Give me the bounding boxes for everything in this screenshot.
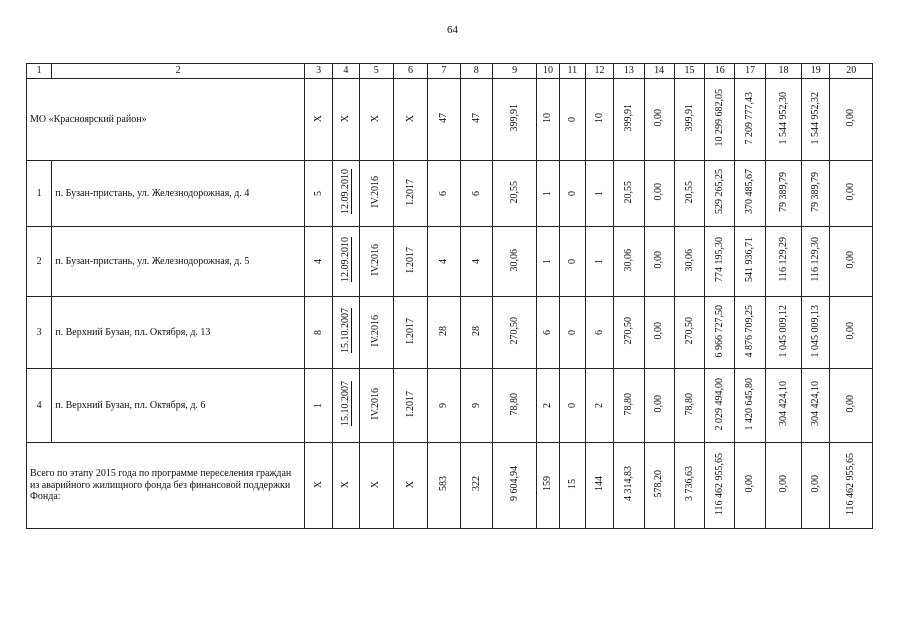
region-row: [27, 79, 873, 161]
column-number: 9: [492, 64, 536, 79]
cell-value: 9: [438, 402, 450, 408]
cell-value: 304 424,10: [810, 381, 822, 427]
table-cell: [359, 161, 393, 227]
table-cell: [614, 369, 644, 443]
cell-value: 78,80: [508, 392, 520, 415]
table-cell: [830, 79, 873, 161]
table-cell: [393, 297, 427, 369]
table-cell: [537, 443, 559, 529]
table-cell: [802, 297, 830, 369]
table-cell: [559, 79, 585, 161]
cell-value: 0,00: [845, 251, 857, 269]
cell-value: 0: [566, 116, 578, 122]
cell-value: 78,80: [683, 392, 695, 415]
table-cell: [705, 369, 735, 443]
cell-value: 159: [542, 476, 554, 492]
cell-value: 30,06: [508, 248, 520, 271]
cell-value: 2: [593, 402, 605, 408]
table-cell: [585, 369, 613, 443]
cell-value: 10: [593, 112, 605, 123]
table-cell: [735, 161, 765, 227]
row-address: п. Бузан-пристань, ул. Железнодорожная, д. 4: [52, 161, 305, 227]
table-cell: [428, 227, 460, 297]
cell-value: 0,00: [845, 109, 857, 127]
cell-value: 0,00: [653, 322, 665, 340]
column-number: 6: [393, 64, 427, 79]
table-cell: [614, 227, 644, 297]
table-cell: [304, 297, 332, 369]
cell-value: 9: [470, 402, 482, 408]
cell-value: 322: [470, 476, 482, 492]
table-cell: [674, 227, 704, 297]
table-cell: [333, 297, 359, 369]
table-cell: [765, 369, 801, 443]
table-cell: [359, 369, 393, 443]
row-address: п. Верхний Бузан, пл. Октября, д. 13: [52, 297, 305, 369]
cell-value: 583: [438, 476, 450, 492]
table-cell: [492, 443, 536, 529]
cell-value: 1 544 952,32: [810, 91, 822, 144]
cell-value: 1: [542, 258, 554, 264]
table-cell: [765, 227, 801, 297]
cell-value: 0,00: [744, 475, 756, 493]
cell-value: IV.2016: [370, 387, 382, 420]
cell-value: 0,00: [845, 395, 857, 413]
cell-value: 529 265,25: [714, 169, 726, 215]
table-cell: [705, 227, 735, 297]
table-cell: [428, 297, 460, 369]
cell-value: 0,00: [653, 251, 665, 269]
table-cell: [428, 369, 460, 443]
table-row: [27, 369, 873, 443]
row-address: п. Бузан-пристань, ул. Железнодорожная, д. 5: [52, 227, 305, 297]
cell-value: 20,55: [623, 180, 635, 203]
cell-value: 4 876 709,25: [744, 304, 756, 357]
table-cell: [614, 297, 644, 369]
table-cell: [765, 297, 801, 369]
table-cell: [802, 227, 830, 297]
cell-value: 270,50: [623, 317, 635, 345]
table-cell: [333, 227, 359, 297]
cell-value: 541 936,71: [744, 237, 756, 283]
cell-value: 15.10.2007: [340, 308, 352, 354]
table-cell: [333, 443, 359, 529]
region-name: МО «Красноярский район»: [27, 79, 305, 161]
table-cell: [735, 79, 765, 161]
cell-value: 0: [566, 258, 578, 264]
cell-value: 28: [470, 325, 482, 336]
table-cell: [559, 161, 585, 227]
row-number: 1: [27, 161, 52, 227]
table-cell: [705, 443, 735, 529]
table-cell: [585, 227, 613, 297]
table-cell: [644, 369, 674, 443]
table-cell: [428, 79, 460, 161]
cell-value: Х: [404, 114, 416, 122]
table-cell: [830, 297, 873, 369]
table-cell: [830, 227, 873, 297]
table-cell: [460, 443, 492, 529]
table-cell: [537, 227, 559, 297]
table-cell: [393, 227, 427, 297]
table-cell: [585, 161, 613, 227]
cell-value: 30,06: [683, 248, 695, 271]
table-row: [27, 297, 873, 369]
cell-value: 10 299 682,05: [714, 89, 726, 147]
table-cell: [537, 161, 559, 227]
row-number: 3: [27, 297, 52, 369]
table-cell: [304, 79, 332, 161]
table-cell: [802, 443, 830, 529]
table-cell: [537, 79, 559, 161]
table-cell: [735, 369, 765, 443]
cell-value: 5: [312, 190, 324, 196]
cell-value: Х: [312, 114, 324, 122]
cell-value: 20,55: [508, 180, 520, 203]
column-number-row: [27, 64, 873, 79]
table-cell: [304, 369, 332, 443]
table-cell: [428, 161, 460, 227]
table-cell: [393, 161, 427, 227]
table-cell: [765, 443, 801, 529]
column-number: 16: [705, 64, 735, 79]
cell-value: 8: [312, 329, 324, 335]
table-row: [27, 161, 873, 227]
cell-value: 12.09.2010: [340, 237, 352, 283]
cell-value: 30,06: [623, 248, 635, 271]
cell-value: Х: [312, 480, 324, 488]
cell-value: Х: [340, 114, 352, 122]
table-cell: [802, 161, 830, 227]
cell-value: IV.2016: [370, 243, 382, 276]
cell-value: 2: [542, 402, 554, 408]
table-cell: [359, 297, 393, 369]
table-cell: [705, 297, 735, 369]
cell-value: 6: [542, 329, 554, 335]
column-number: 10: [537, 64, 559, 79]
table-cell: [674, 161, 704, 227]
cell-value: 270,50: [683, 317, 695, 345]
column-number: 18: [765, 64, 801, 79]
table-cell: [559, 297, 585, 369]
cell-value: 1: [593, 190, 605, 196]
cell-value: IV.2016: [370, 175, 382, 208]
table-cell: [393, 79, 427, 161]
table-row: [27, 227, 873, 297]
column-number: 7: [428, 64, 460, 79]
cell-value: 0,00: [653, 109, 665, 127]
cell-value: 4: [438, 258, 450, 264]
table-cell: [830, 443, 873, 529]
cell-value: 399,91: [623, 104, 635, 132]
cell-value: 6: [593, 329, 605, 335]
table-cell: [359, 79, 393, 161]
cell-value: 1: [312, 402, 324, 408]
table-cell: [644, 227, 674, 297]
cell-value: 1: [542, 190, 554, 196]
cell-value: 0,00: [845, 183, 857, 201]
cell-value: 578,20: [653, 470, 665, 498]
cell-value: 116 462 955,65: [714, 452, 726, 515]
column-number: 2: [52, 64, 305, 79]
cell-value: 270,50: [508, 317, 520, 345]
table-cell: [674, 79, 704, 161]
table-cell: [460, 79, 492, 161]
table-cell: [674, 369, 704, 443]
cell-value: 9 604,94: [508, 466, 520, 502]
cell-value: 1 420 645,80: [744, 377, 756, 430]
table-cell: [460, 161, 492, 227]
column-number: 4: [333, 64, 359, 79]
column-number: 17: [735, 64, 765, 79]
cell-value: I.2017: [404, 178, 416, 205]
table-cell: [492, 297, 536, 369]
cell-value: 370 485,67: [744, 169, 756, 215]
table-cell: [614, 161, 644, 227]
cell-value: 144: [593, 476, 605, 492]
table-cell: [304, 443, 332, 529]
column-number: 20: [830, 64, 873, 79]
table-cell: [585, 79, 613, 161]
table-cell: [333, 79, 359, 161]
column-number: 1: [27, 64, 52, 79]
cell-value: 0: [566, 329, 578, 335]
column-number: 8: [460, 64, 492, 79]
table-cell: [735, 297, 765, 369]
cell-value: 78,80: [623, 392, 635, 415]
cell-value: 2 029 494,00: [714, 377, 726, 430]
cell-value: 6: [438, 190, 450, 196]
cell-value: 1 045 009,13: [810, 304, 822, 357]
cell-value: 399,91: [508, 104, 520, 132]
cell-value: 10: [542, 112, 554, 123]
column-number: 13: [614, 64, 644, 79]
column-number: 14: [644, 64, 674, 79]
table-cell: [802, 79, 830, 161]
cell-value: 1 544 952,30: [777, 91, 789, 144]
column-number: 12: [585, 64, 613, 79]
cell-value: 0,00: [653, 395, 665, 413]
table-cell: [559, 227, 585, 297]
table-cell: [674, 297, 704, 369]
table-cell: [705, 161, 735, 227]
table-cell: [537, 369, 559, 443]
cell-value: 12.09.2010: [340, 169, 352, 215]
cell-value: 4 314,83: [623, 466, 635, 502]
table-cell: [460, 297, 492, 369]
cell-value: I.2017: [404, 246, 416, 273]
table-cell: [333, 161, 359, 227]
cell-value: Х: [340, 480, 352, 488]
table-cell: [359, 227, 393, 297]
cell-value: IV.2016: [370, 314, 382, 347]
cell-value: 3 736,63: [683, 466, 695, 502]
table-cell: [460, 369, 492, 443]
row-number: 4: [27, 369, 52, 443]
cell-value: 7 209 777,43: [744, 91, 756, 144]
column-number: 11: [559, 64, 585, 79]
column-number: 19: [802, 64, 830, 79]
cell-value: 0,00: [810, 475, 822, 493]
cell-value: 0: [566, 402, 578, 408]
table-cell: [460, 227, 492, 297]
table-cell: [644, 443, 674, 529]
table-cell: [304, 161, 332, 227]
cell-value: 4: [312, 258, 324, 264]
table-cell: [830, 161, 873, 227]
table-cell: [333, 369, 359, 443]
table-cell: [559, 443, 585, 529]
table-cell: [492, 79, 536, 161]
table-cell: [304, 227, 332, 297]
table-cell: [614, 79, 644, 161]
table-cell: [393, 369, 427, 443]
cell-value: 1 045 009,12: [777, 304, 789, 357]
cell-value: 15: [566, 478, 578, 489]
cell-value: 79 389,79: [777, 171, 789, 212]
cell-value: 399,91: [683, 104, 695, 132]
total-label: Всего по этапу 2015 года по программе переселения граждан из аварийного жилищного фонда без финансовой поддержки Фонда:: [27, 443, 305, 529]
total-row: [27, 443, 873, 529]
table-cell: [585, 297, 613, 369]
table-cell: [492, 161, 536, 227]
table-cell: [674, 443, 704, 529]
table-cell: [765, 161, 801, 227]
table-cell: [830, 369, 873, 443]
table-cell: [644, 79, 674, 161]
table-cell: [492, 369, 536, 443]
table-cell: [393, 443, 427, 529]
cell-value: 116 462 955,65: [845, 452, 857, 515]
cell-value: 116 129,30: [810, 237, 822, 283]
table-cell: [492, 227, 536, 297]
row-number: 2: [27, 227, 52, 297]
cell-value: 116 129,29: [777, 237, 789, 283]
table-cell: [428, 443, 460, 529]
cell-value: 28: [438, 325, 450, 336]
cell-value: 0,00: [653, 183, 665, 201]
table-cell: [537, 297, 559, 369]
column-number: 5: [359, 64, 393, 79]
table-cell: [644, 161, 674, 227]
table-cell: [614, 443, 644, 529]
cell-value: Х: [404, 480, 416, 488]
cell-value: 774 195,30: [714, 237, 726, 283]
cell-value: I.2017: [404, 317, 416, 344]
page-number: 64: [447, 24, 458, 36]
cell-value: 15.10.2007: [340, 381, 352, 427]
table-cell: [735, 443, 765, 529]
cell-value: I.2017: [404, 390, 416, 417]
table-cell: [705, 79, 735, 161]
table-cell: [802, 369, 830, 443]
table-cell: [359, 443, 393, 529]
row-address: п. Верхний Бузан, пл. Октября, д. 6: [52, 369, 305, 443]
cell-value: 47: [438, 112, 450, 123]
cell-value: Х: [370, 114, 382, 122]
housing-register-table: [26, 63, 873, 529]
cell-value: 6 966 727,50: [714, 304, 726, 357]
cell-value: 6: [470, 190, 482, 196]
table-cell: [735, 227, 765, 297]
cell-value: 304 424,10: [777, 381, 789, 427]
cell-value: 20,55: [683, 180, 695, 203]
table-cell: [765, 79, 801, 161]
cell-value: 79 389,79: [810, 171, 822, 212]
cell-value: 0: [566, 190, 578, 196]
cell-value: 1: [593, 258, 605, 264]
cell-value: Х: [370, 480, 382, 488]
cell-value: 47: [470, 112, 482, 123]
cell-value: 0,00: [777, 475, 789, 493]
column-number: 15: [674, 64, 704, 79]
table-cell: [585, 443, 613, 529]
cell-value: 4: [470, 258, 482, 264]
column-number: 3: [304, 64, 332, 79]
table-cell: [559, 369, 585, 443]
table-cell: [644, 297, 674, 369]
cell-value: 0,00: [845, 322, 857, 340]
